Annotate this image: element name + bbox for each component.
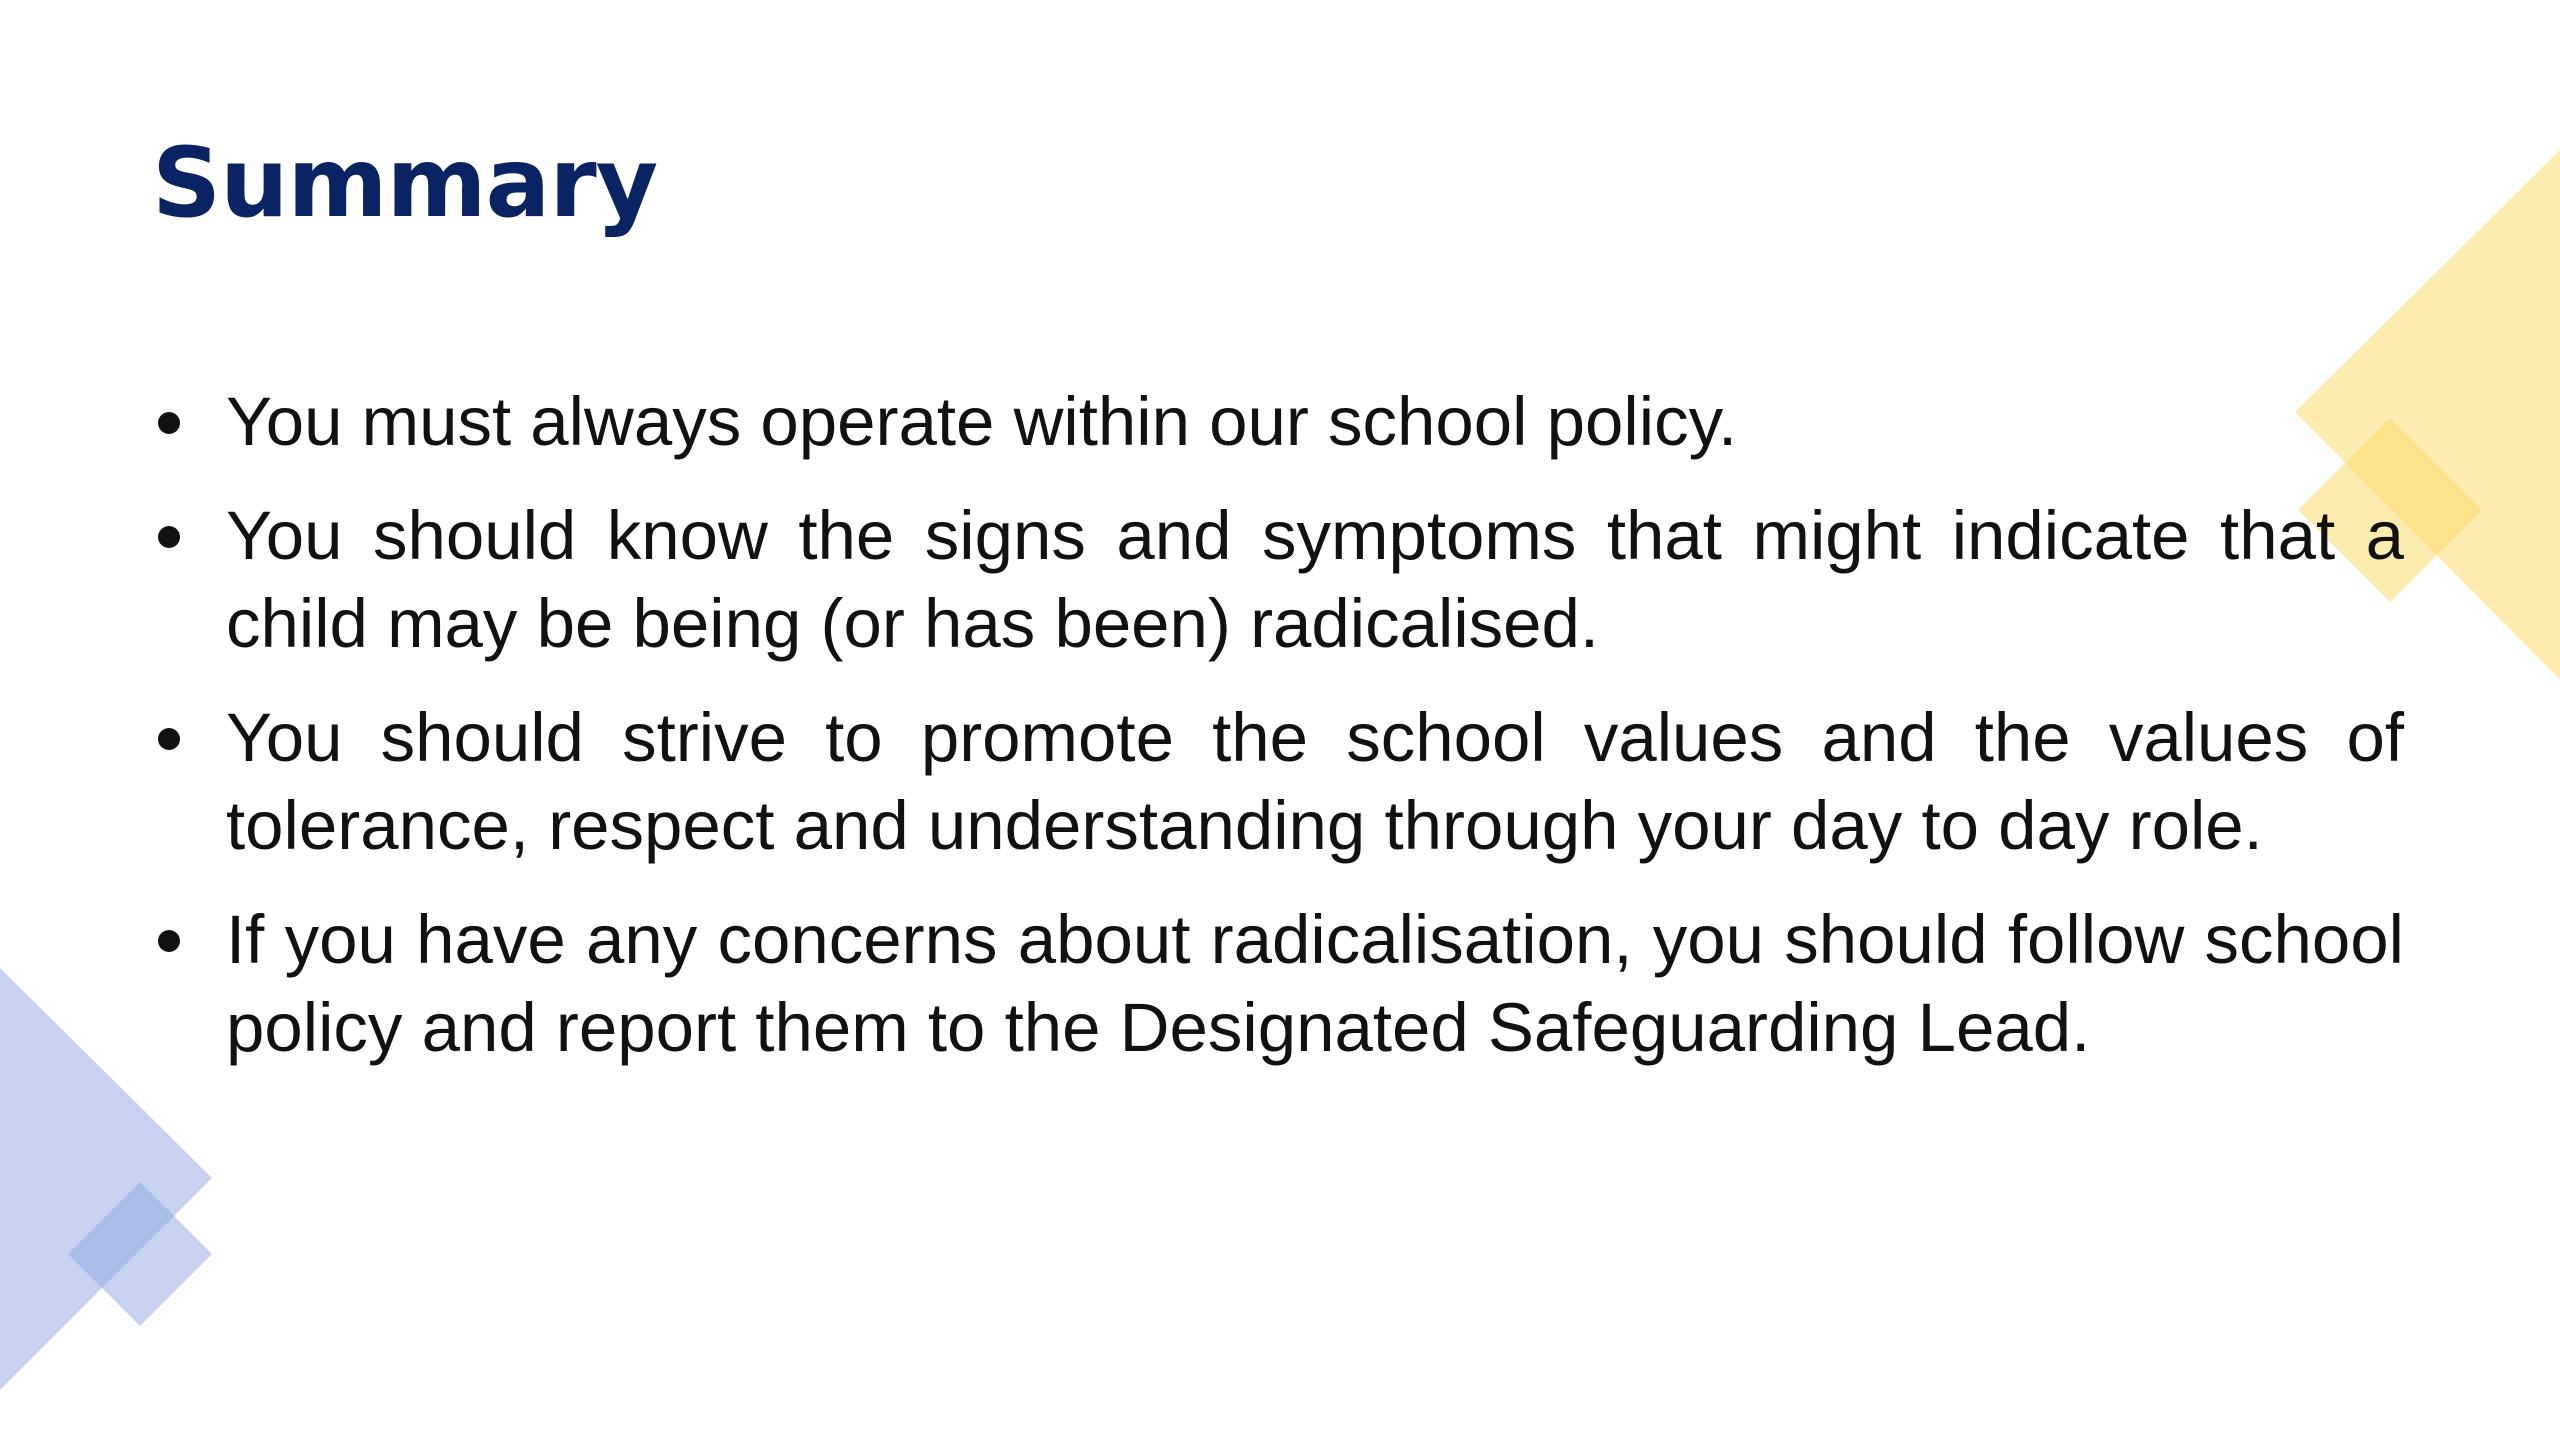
bullet-item — [152, 694, 2404, 870]
bullet-text: If you have any concerns about radicalisation, you should follow school policy and report them to the Designated Safeguarding Lead. — [226, 901, 2404, 1066]
bullet-list — [152, 378, 2404, 1098]
slide-title: Summary — [152, 127, 658, 239]
bullet-dot-icon — [158, 728, 180, 750]
bullet-dot-icon — [158, 412, 180, 434]
bullet-text: You should know the signs and symptoms that might indicate that a child may be being (or has been) radicalised. — [226, 497, 2404, 662]
bullet-item — [152, 492, 2404, 668]
bullet-text: You should strive to promote the school values and the values of tolerance, respect and understanding through your day to day role. — [226, 699, 2404, 864]
bullet-dot-icon — [158, 930, 180, 952]
bullet-item — [152, 378, 2404, 466]
bullet-item — [152, 896, 2404, 1072]
bullet-text: You must always operate within our school policy. — [226, 383, 1738, 460]
bullet-dot-icon — [158, 526, 180, 548]
